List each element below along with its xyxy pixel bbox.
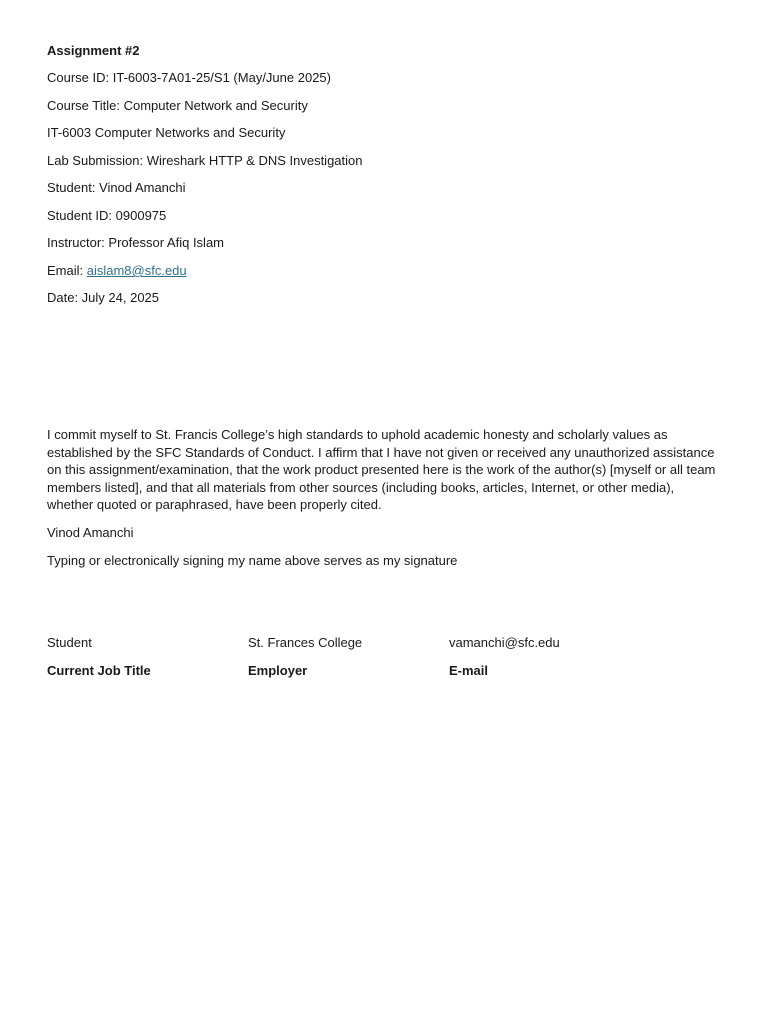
assignment-title: Assignment #2	[47, 43, 140, 58]
email-label: Email:	[47, 263, 87, 278]
employer-label: Employer	[248, 663, 308, 678]
signature-name: Vinod Amanchi	[47, 525, 134, 540]
course-id: Course ID: IT-6003-7A01-25/S1 (May/June 2025)	[47, 70, 331, 85]
student-id: Student ID: 0900975	[47, 208, 167, 223]
course-title: Course Title: Computer Network and Security	[47, 98, 308, 113]
employer-value: St. Frances College	[248, 635, 363, 650]
instructor-email-link[interactable]: aislam8@sfc.edu	[86, 263, 187, 278]
student-email-value: vamanchi@sfc.edu	[449, 635, 560, 650]
student-email-label: E-mail	[449, 663, 489, 678]
lab-submission: Lab Submission: Wireshark HTTP & DNS Investigation	[47, 153, 363, 168]
instructor-email-line	[47, 263, 187, 279]
course-code-name: IT-6003 Computer Networks and Security	[47, 125, 286, 140]
job-title-value: Student	[47, 635, 92, 650]
job-title-label: Current Job Title	[47, 663, 151, 678]
student-name: Student: Vinod Amanchi	[47, 180, 186, 195]
honesty-pledge: I commit myself to St. Francis College’s high standards to uphold academic honesty and scholarly values as established by the SFC Standards of Conduct. I affirm that I have not given or received any unauthorized assistance on this assignment/examination, that the work product presented here is the work of the author(s) [myself or all team members listed], and that all materials from other sources (including books, articles, Internet, or other media), whether quoted or paraphrased, have been properly cited.	[47, 427, 716, 513]
instructor: Instructor: Professor Afiq Islam	[47, 235, 225, 250]
signature-note: Typing or electronically signing my name above serves as my signature	[47, 553, 458, 568]
date: Date: July 24, 2025	[47, 290, 160, 305]
